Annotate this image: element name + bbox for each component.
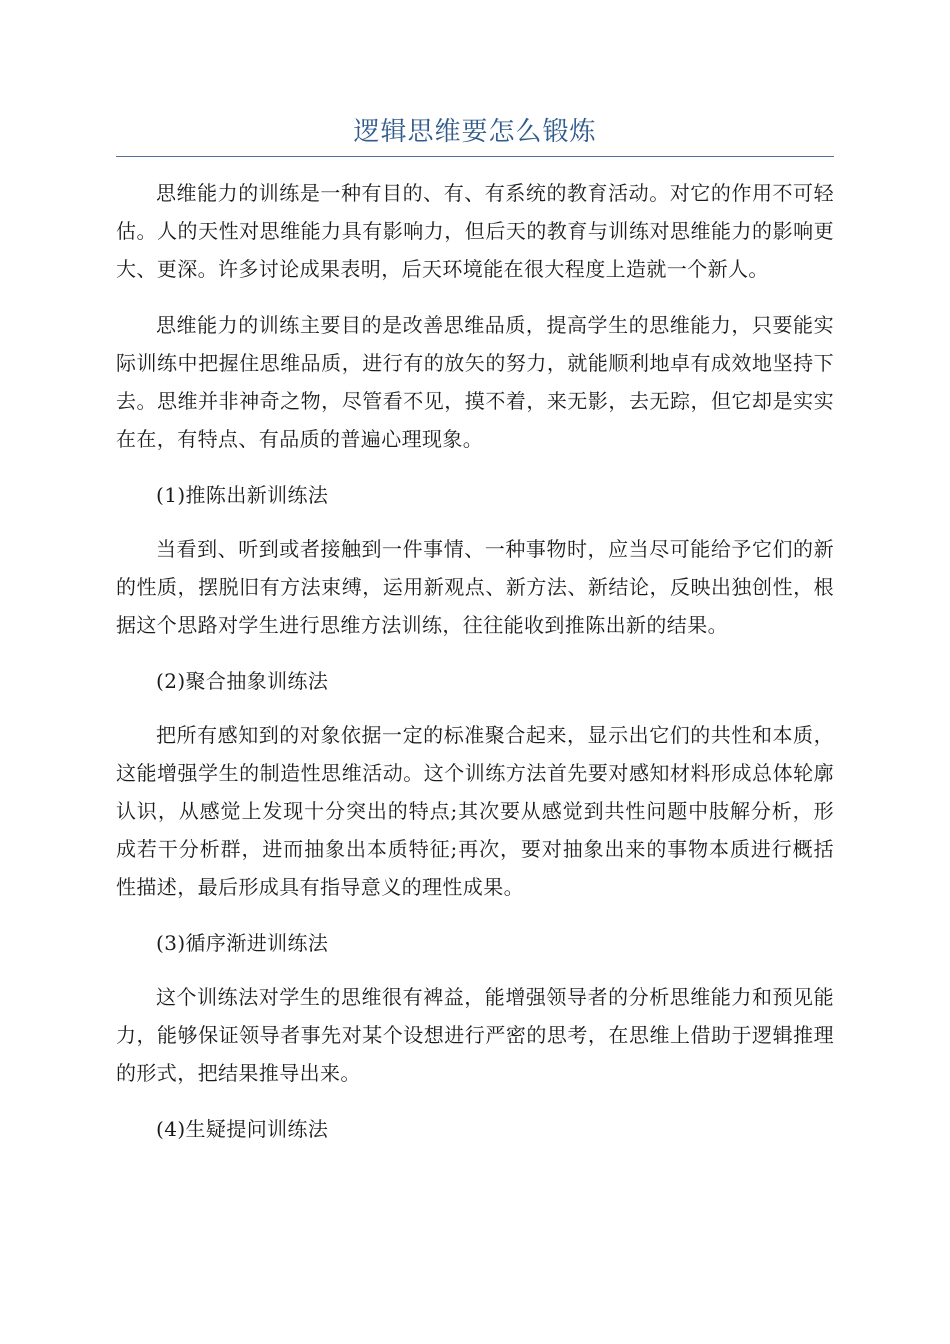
- section-heading-2: (2)聚合抽象训练法: [156, 669, 329, 693]
- section-heading-3: (3)循序渐进训练法: [156, 931, 329, 955]
- paragraph-intro: 思维能力的训练是一种有目的、有、有系统的教育活动。对它的作用不可轻估。人的天性对思维能力具有影响力，但后天的教育与训练对思维能力的影响更大、更深。许多讨论成果表明，后天环境能在很大程度上造就一个新人。: [116, 181, 834, 281]
- title-block: [116, 112, 834, 157]
- paragraph-method-3: 这个训练法对学生的思维很有裨益，能增强领导者的分析思维能力和预见能力，能够保证领导者事先对某个设想进行严密的思考，在思维上借助于逻辑推理的形式，把结果推导出来。: [116, 985, 834, 1085]
- section-heading-1: (1)推陈出新训练法: [156, 483, 329, 507]
- paragraph-method-1: 当看到、听到或者接触到一件事情、一种事物时，应当尽可能给予它们的新的性质，摆脱旧有方法束缚，运用新观点、新方法、新结论，反映出独创性，根据这个思路对学生进行思维方法训练，往往能收到推陈出新的结果。: [116, 537, 834, 637]
- page-title: 逻辑思维要怎么锻炼: [353, 117, 597, 147]
- document-body: [116, 174, 834, 1164]
- paragraph-purpose: 思维能力的训练主要目的是改善思维品质，提高学生的思维能力，只要能实际训练中把握住思维品质，进行有的放矢的努力，就能顺利地卓有成效地坚持下去。思维并非神奇之物，尽管看不见，摸不着，来无影，去无踪，但它却是实实在在，有特点、有品质的普遍心理现象。: [116, 313, 834, 451]
- section-heading-4: (4)生疑提问训练法: [156, 1117, 329, 1141]
- paragraph-method-2: 把所有感知到的对象依据一定的标准聚合起来，显示出它们的共性和本质，这能增强学生的制造性思维活动。这个训练方法首先要对感知材料形成总体轮廓认识，从感觉上发现十分突出的特点;其次要从感觉到共性问题中肢解分析，形成若干分析群，进而抽象出本质特征;再次，要对抽象出来的事物本质进行概括性描述，最后形成具有指导意义的理性成果。: [116, 723, 834, 899]
